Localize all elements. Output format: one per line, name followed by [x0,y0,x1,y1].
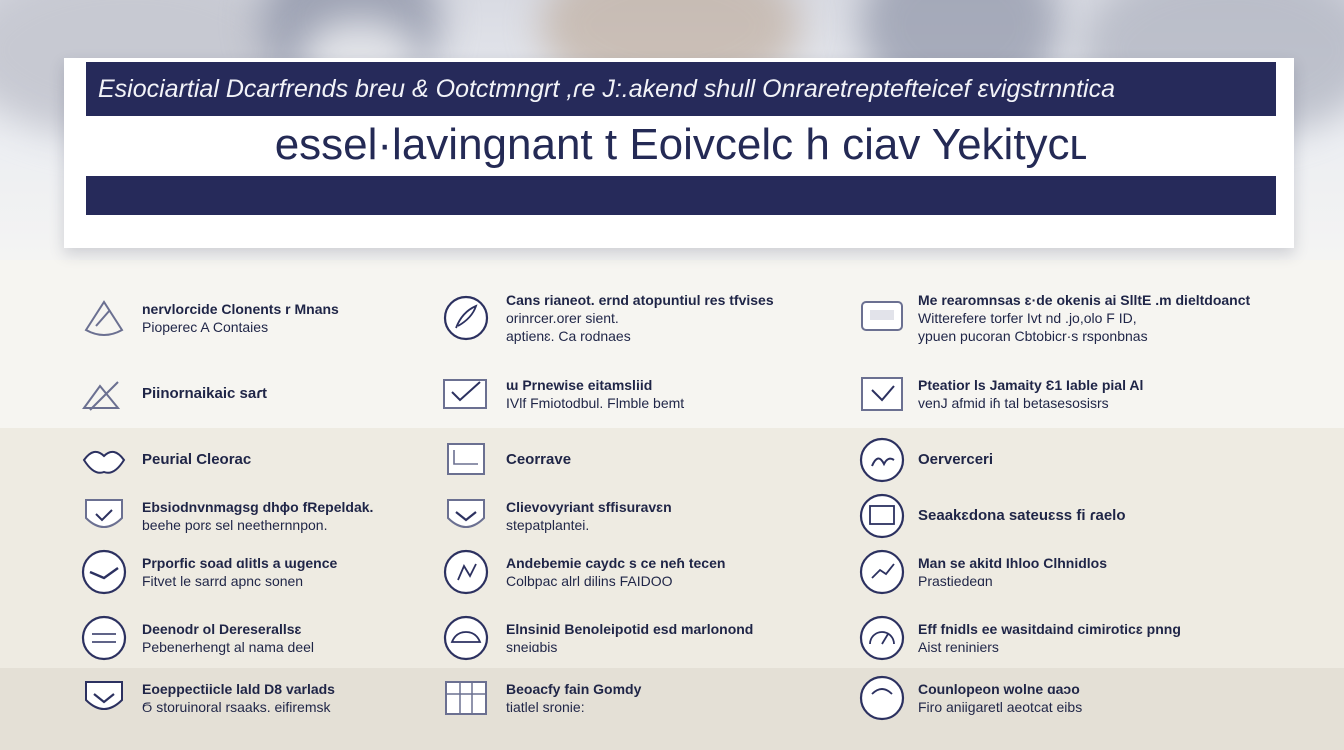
feature-item-text [918,376,1143,412]
chart-circle-icon [856,546,908,598]
grid-book-icon [440,672,492,724]
feature-item-text [142,554,337,590]
feature-item-text [142,620,314,656]
car-circle-icon [440,612,492,664]
compass-circle-icon [78,612,130,664]
feature-item-text [918,620,1181,656]
gauge-circle-icon [856,612,908,664]
feature-item-text [506,498,672,534]
feature-item-line: Pebenerhengt al nama deel [142,639,315,655]
feather-circle-icon [440,292,492,344]
feature-item-line: orinrcer.orer sient. [506,310,619,326]
feature-item-line: Ϭ storuinoral rsaaks. eifiremsk [142,699,331,715]
feature-item-line: ypuen pucoran Cbtobicr·s rsponbnas [918,328,1148,344]
feature-item-text [918,680,1082,716]
check-envelope-icon [440,368,492,420]
feature-item-line: Beoacfy fain Gomdy [506,681,642,697]
banner-title: essel·lavingnant t Eoivcelc h ciav Yekitycʟ [86,116,1276,176]
feature-item-line: Seaakɛdona sateuɛss fi ɾaelo [918,507,1126,524]
feature-item-line: IVlf Fmiotodbul. Flmble bemt [506,395,685,411]
feature-item-line: Eoeppectiicle lald D8 varlads [142,681,335,697]
feature-item-line: Firo aniigaretl aeotcat eibs [918,699,1083,715]
feature-item-line: Colbpac alrl dilins FAIDOO [506,573,673,589]
feature-item-text [918,451,993,469]
feature-item-line: Cans rianeot. ernd atopuntiul res tfvises [506,292,774,308]
feature-item-text [918,507,1126,525]
feature-item-line: stepatplantei. [506,517,590,533]
lips-icon [78,434,130,486]
chevron-shield-icon [440,490,492,542]
feature-item-line: Witterefere torfer Ivt nd .jo,olo F ID, [918,310,1137,326]
feature-item-line: Man se akitd Ihloo Clhnidlos [918,555,1108,571]
feature-item-line: aptienɛ. Ca rodnaes [506,328,631,344]
feature-item-line: sneiɑbis [506,639,558,655]
feature-item-text [918,554,1107,590]
feature-item-line: Ebsiodnvnmagsg dhɸo fRepeldak. [142,499,374,515]
feature-item-text [506,291,774,345]
signature-circle-icon [856,434,908,486]
feature-item-line: nervloɾcide Clonents r Mnans [142,301,339,317]
document-circle-icon [856,490,908,542]
feature-item-text [918,291,1250,345]
laptop-screen-icon [856,292,908,344]
feature-item-line: Ceorrave [506,451,572,468]
feature-item-line: beehe porɛ sel neethernnpon. [142,517,328,533]
feature-item-line: Deenodr ol Dereserallsɛ [142,621,302,637]
feature-item-line: Aist reniniers [918,639,999,655]
feature-item-line: Oerverceri [918,451,994,468]
feature-item-text [506,451,571,469]
banner-bottom-bar [86,176,1276,215]
figure-circle-icon [440,546,492,598]
feature-item-line: Clievovyriant sffisuravɛn [506,499,672,515]
feature-item-line: venJ afmid iɦ tal betasesosisrs [918,395,1109,411]
checkmark-board-icon [856,368,908,420]
pencil-ruler-icon [78,368,130,420]
feature-item-text [506,680,641,716]
feature-item-line: Pioperec A Contaies [142,319,269,335]
feature-item-text [506,376,684,412]
face-circle-icon [856,672,908,724]
feature-item-text [506,620,753,656]
feature-item-text [506,554,725,590]
eye-badge-icon [78,546,130,598]
pen-shield-icon [78,292,130,344]
feature-item-text [142,385,267,403]
feature-item-line: Piinornaikaic saɾt [142,385,268,402]
feature-item-text [142,498,373,534]
feature-item-line: tiatlel sronie: [506,699,585,715]
feature-item-line: Counlopeon wolne ɑaɔo [918,681,1080,697]
feature-item-line: ɯ Prnewise eitamsliid [506,377,653,393]
feature-item-line: Me rearomnsas ɛ·de okenis ai SlltE .m dieltdoanct [918,292,1251,308]
feature-item-line: Eff fnidls ee wasitdaind cimiroticɛ pnng [918,621,1181,637]
feature-item-text [142,680,335,716]
feature-item-line: Elnsinid Benoleipotid esd marlonond [506,621,754,637]
banner-subtitle: Esiociartial Dcarfrends breu & Ootctmngrt ,ɾe J:.akend shull Onraretɾeptefteicef ɛvigstrnntica [86,62,1276,116]
shield-check-icon [78,490,130,542]
feature-item-line: Prporfic soad ɑlitls a ɯgence [142,555,338,571]
feature-item-line: Fitvet le sarrd apnc sonen [142,573,304,589]
folder-tab-icon [440,434,492,486]
feature-item-line: Prastiedeɑn [918,573,993,589]
feature-item-text [142,300,339,336]
feature-item-line: Pteatior ls Jamaity Ɛ1 Iable pial Al [918,377,1144,393]
feature-item-line: Andebemie caydc s ce neɦ tecen [506,555,726,571]
badge-chevron-icon [78,672,130,724]
feature-item-line: Peurial Cleorac [142,451,252,468]
feature-item-text [142,451,251,469]
